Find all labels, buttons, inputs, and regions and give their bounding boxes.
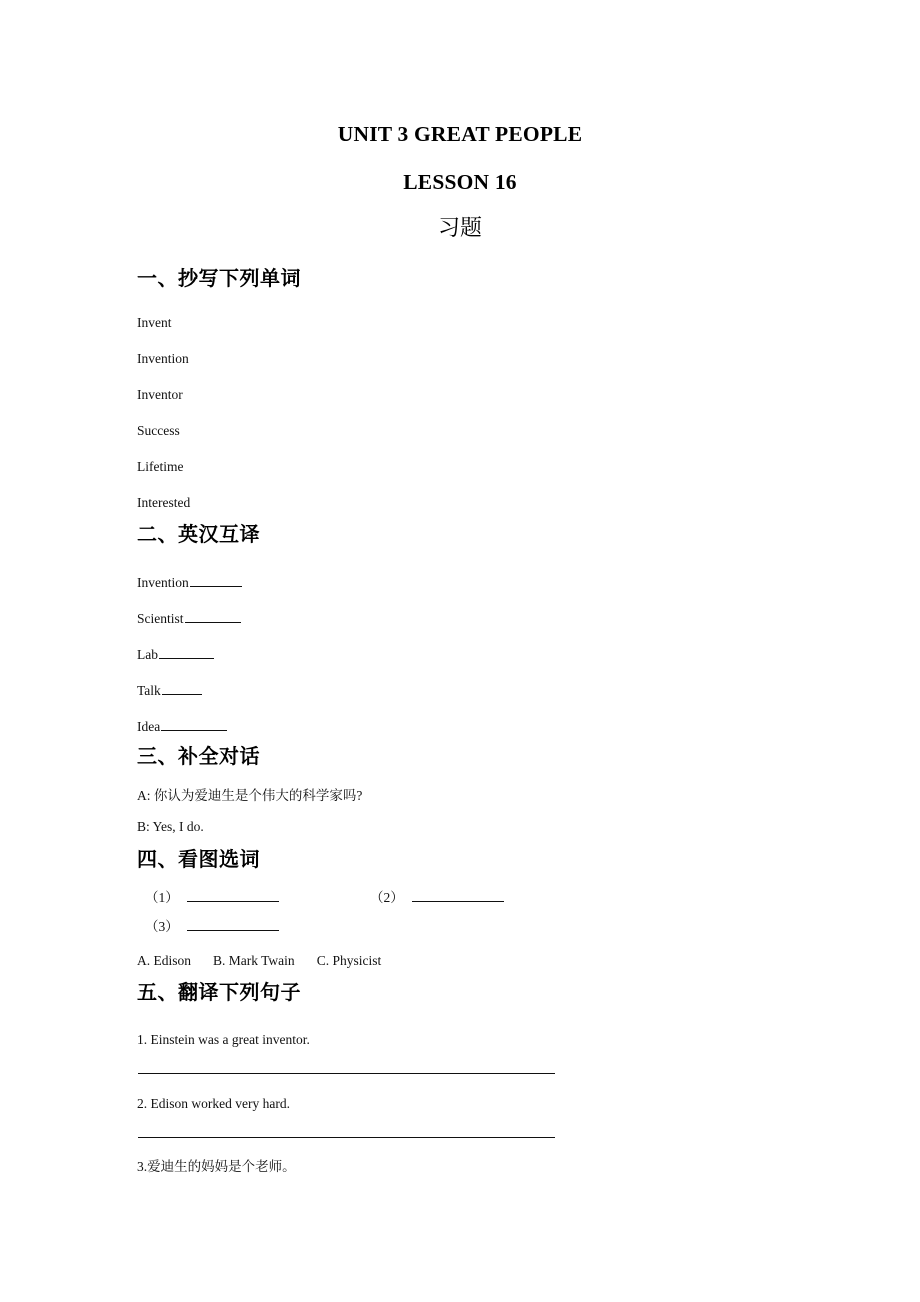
word-item: Interested xyxy=(137,495,191,510)
blank-label-3: （3） xyxy=(145,919,179,935)
page-subtitle: 习题 xyxy=(437,216,482,241)
translate-word: Invention xyxy=(137,575,189,591)
blank-label-2: （2） xyxy=(370,890,404,906)
section-heading-2: 二、英汉互译 xyxy=(137,522,260,546)
translate-sentence-2: 2. Edison worked very hard. xyxy=(137,1096,290,1111)
picture-blank-row xyxy=(145,919,279,934)
answer-rule[interactable] xyxy=(138,1137,555,1138)
translate-item xyxy=(137,611,241,626)
answer-blank[interactable] xyxy=(187,890,279,902)
section-heading-3: 三、补全对话 xyxy=(137,744,260,768)
word-item: Lifetime xyxy=(137,459,184,474)
section-heading-1: 一、抄写下列单词 xyxy=(137,266,301,290)
answer-blank[interactable] xyxy=(190,575,242,587)
translate-word: Idea xyxy=(137,719,161,735)
picture-blank-row xyxy=(370,890,504,905)
translate-item xyxy=(137,575,242,590)
page-title-unit: UNIT 3 GREAT PEOPLE xyxy=(337,122,583,146)
dialogue-line-a: A: 你认为爱迪生是个伟大的科学家吗? xyxy=(137,788,363,803)
section-heading-5: 五、翻译下列句子 xyxy=(137,980,301,1004)
answer-blank[interactable] xyxy=(412,890,504,902)
answer-blank[interactable] xyxy=(185,611,241,623)
word-item: Invention xyxy=(137,351,189,366)
translate-word: Lab xyxy=(137,647,158,663)
blank-label-1: （1） xyxy=(145,890,179,906)
word-item: Inventor xyxy=(137,387,183,402)
word-item: Success xyxy=(137,423,180,438)
answer-blank[interactable] xyxy=(187,919,279,931)
answer-rule[interactable] xyxy=(138,1073,555,1074)
option-b[interactable]: B. Mark Twain xyxy=(213,953,295,968)
translate-word: Talk xyxy=(137,683,161,699)
options-row xyxy=(137,954,381,968)
translate-word: Scientist xyxy=(137,611,184,627)
answer-blank[interactable] xyxy=(159,647,214,659)
section-heading-4: 四、看图选词 xyxy=(137,847,260,871)
picture-blank-row xyxy=(145,890,279,905)
word-item: Invent xyxy=(137,315,172,330)
dialogue-line-b: B: Yes, I do. xyxy=(137,819,204,834)
answer-blank[interactable] xyxy=(162,683,202,695)
page-title-lesson: LESSON 16 xyxy=(403,170,517,194)
option-a[interactable]: A. Edison xyxy=(137,953,191,968)
translate-item xyxy=(137,683,202,698)
option-c[interactable]: C. Physicist xyxy=(316,953,382,968)
translate-item xyxy=(137,719,227,734)
translate-sentence-3: 3.爱迪生的妈妈是个老师。 xyxy=(137,1159,296,1174)
answer-blank[interactable] xyxy=(161,719,227,731)
translate-item xyxy=(137,647,214,662)
translate-sentence-1: 1. Einstein was a great inventor. xyxy=(137,1032,310,1047)
